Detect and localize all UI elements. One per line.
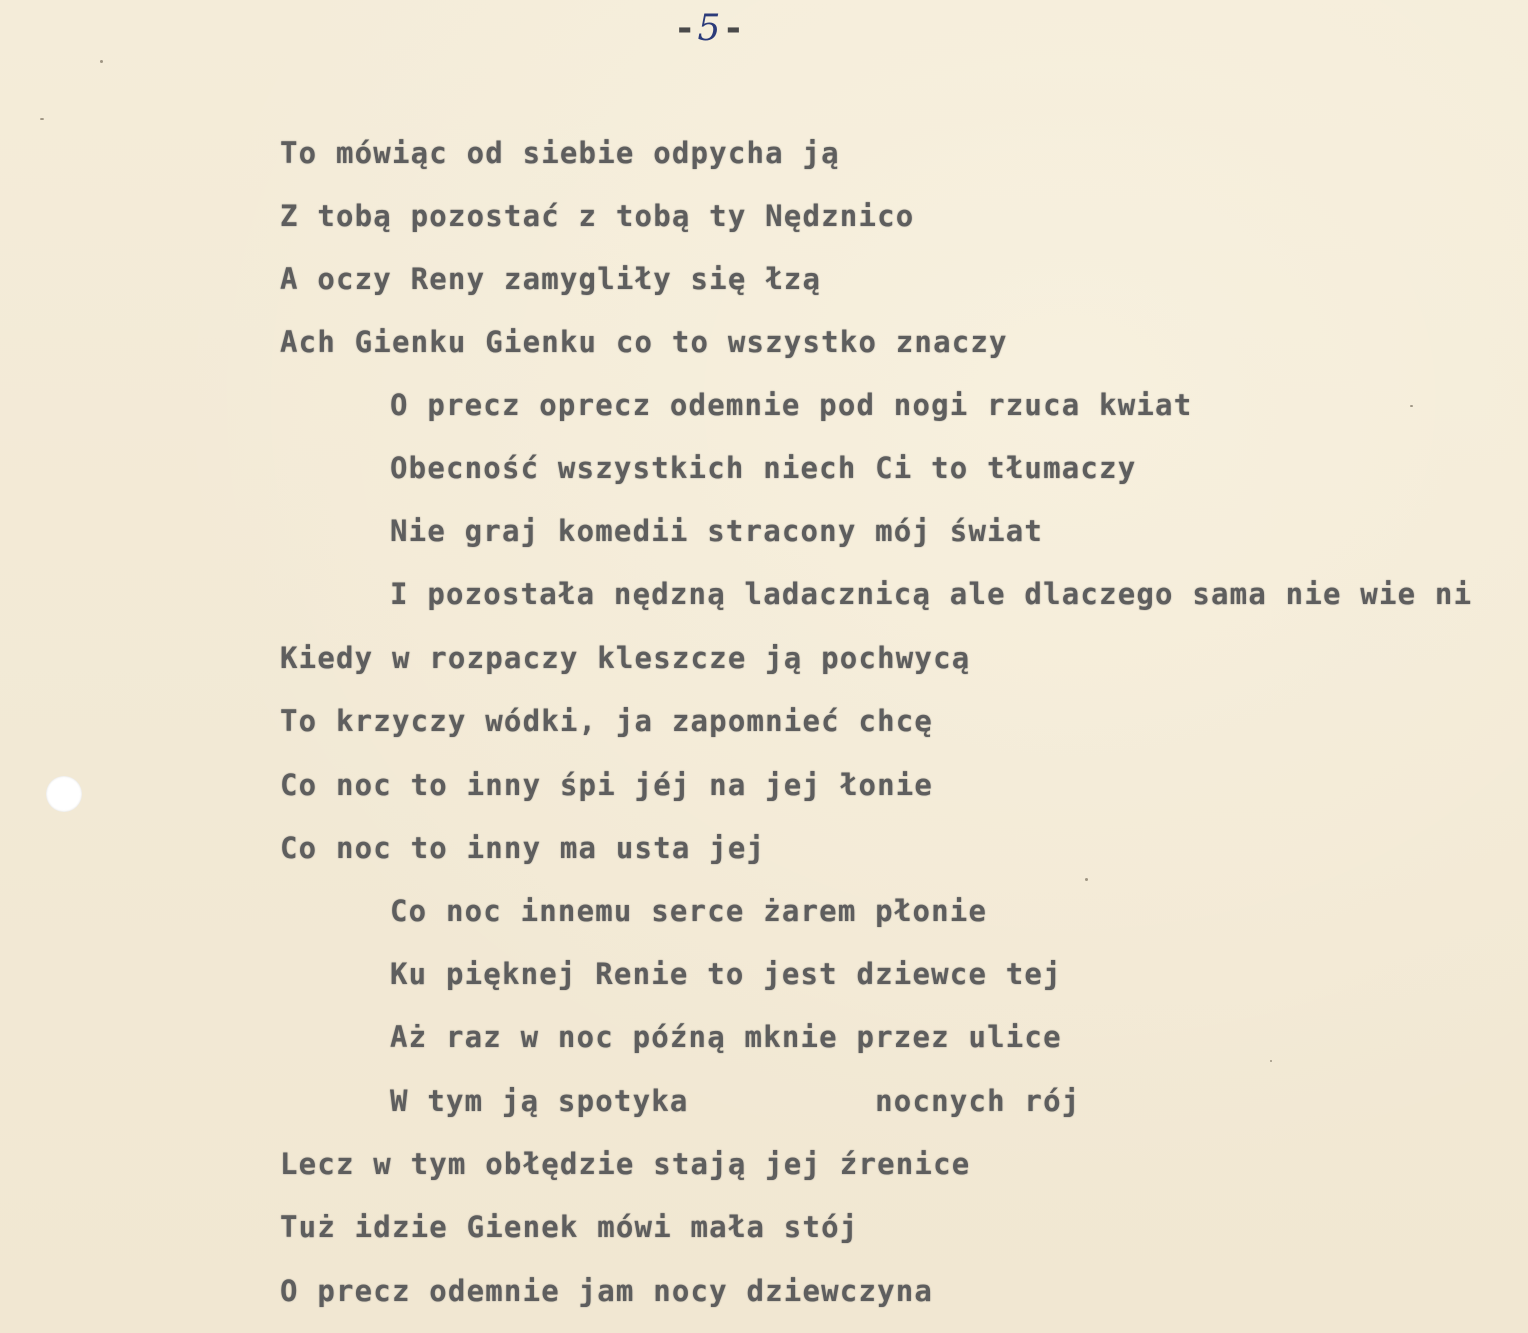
text-line: A oczy Reny zamygliły się łzą	[280, 262, 822, 296]
paper-speck	[1410, 405, 1413, 407]
text-line: Co noc innemu serce żarem płonie	[390, 894, 988, 928]
text-line: Tuż idzie Gienek mówi mała stój	[280, 1210, 859, 1244]
text-line: To krzyczy wódki, ja zapomnieć chcę	[280, 704, 934, 738]
text-line: Co noc to inny śpi jéj na jej łonie	[280, 768, 934, 802]
text-line: Lecz w tym obłędzie stają jej źrenice	[280, 1147, 971, 1181]
paper-speck	[1270, 1060, 1272, 1062]
text-line: Ku pięknej Renie to jest dziewce tej	[390, 957, 1062, 991]
punch-hole	[46, 776, 82, 812]
text-line: W tym ją spotyka nocnych rój	[390, 1084, 1081, 1118]
text-line: Co noc to inny ma usta jej	[280, 831, 766, 865]
text-line: O precz oprecz odemnie pod nogi rzuca kwiat	[390, 388, 1193, 422]
text-line: Z tobą pozostać z tobą ty Nędznico	[280, 199, 915, 233]
page-number-dash-right: -	[722, 8, 747, 49]
page-number	[660, 8, 760, 49]
text-line: Aż raz w noc późną mknie przez ulice	[390, 1020, 1062, 1054]
text-line: Ach Gienku Gienku co to wszystko znaczy	[280, 325, 1008, 359]
page-number-dash-left: -	[673, 8, 698, 49]
text-line: Kiedy w rozpaczy kleszcze ją pochwycą	[280, 641, 971, 675]
text-line: Obecność wszystkich niech Ci to tłumaczy	[390, 451, 1137, 485]
paper-speck	[1085, 878, 1088, 881]
text-line: I pozostała nędzną ladacznicą ale dlaczego sama nie wie ni	[390, 577, 1473, 611]
text-line: To mówiąc od siebie odpycha ją	[280, 136, 840, 170]
text-line: Nie graj komedii stracony mój świat	[390, 514, 1044, 548]
page-number-digit: 5	[697, 8, 723, 49]
text-line: O precz odemnie jam nocy dziewczyna	[280, 1274, 934, 1308]
paper-speck	[100, 60, 103, 63]
paper-speck	[40, 118, 44, 120]
